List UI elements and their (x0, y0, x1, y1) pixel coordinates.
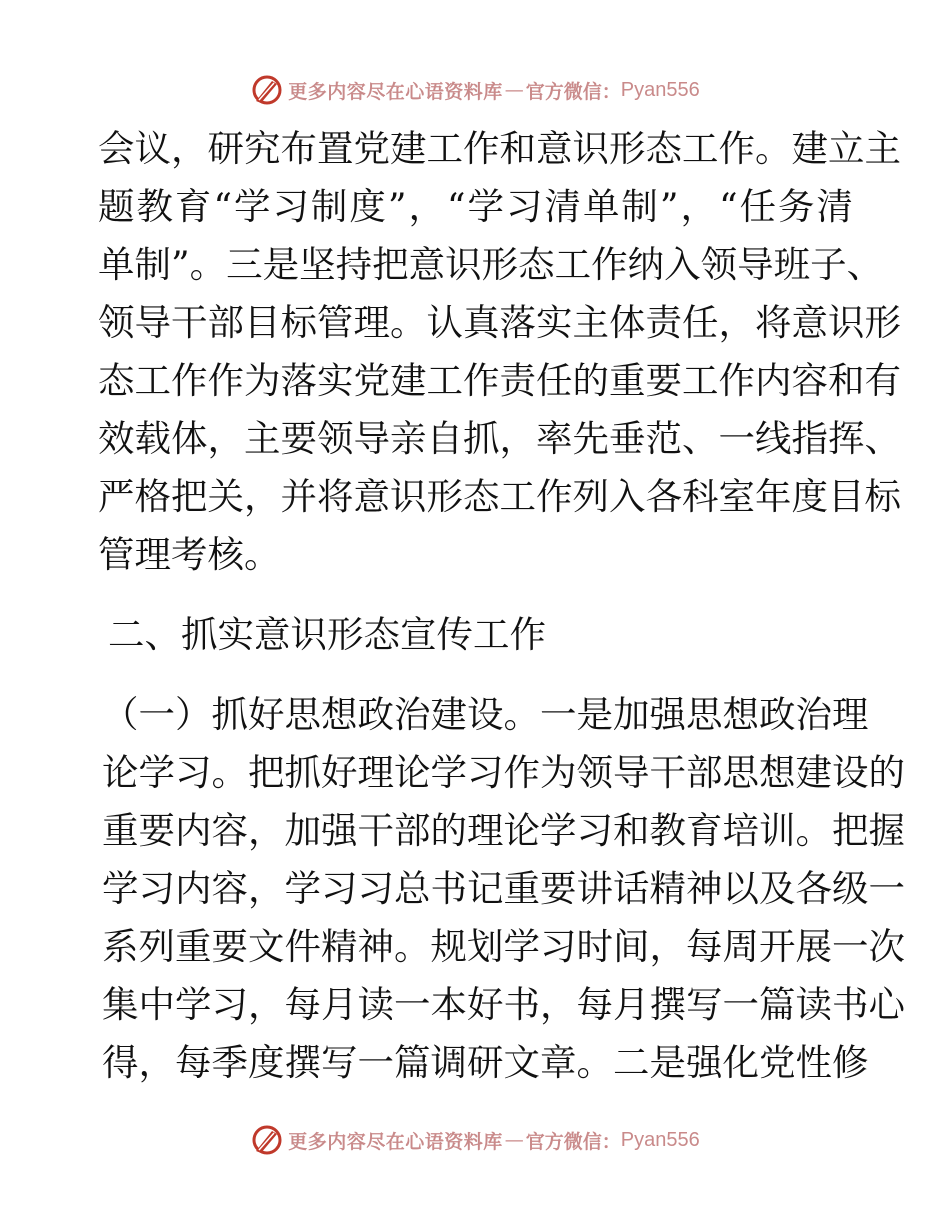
text-line: 单制”。三是坚持把意识形态工作纳入领导班子、 (98, 243, 884, 286)
watermark-dash: — (504, 1129, 524, 1151)
text-line: 集中学习，每月读一本好书，每月撰写一篇读书心 (102, 983, 905, 1026)
pen-logo-icon (250, 73, 284, 107)
text-line: 会议，研究布置党建工作和意识形态工作。建立主 (98, 127, 901, 170)
watermark-wechat-label: 官方微信： (525, 1130, 621, 1153)
watermark-wechat-id: Pyan556 (620, 1128, 700, 1151)
text-line: 态工作作为落实党建工作责任的重要工作内容和有 (98, 359, 901, 402)
text-line: （一）抓好思想政治建设。一是加强思想政治理 (102, 693, 869, 736)
watermark-text: 更多内容尽在心语资料库 (288, 1130, 503, 1153)
text-line: 效载体，主要领导亲自抓，率先垂范、一线指挥、 (98, 417, 901, 460)
watermark-text: 更多内容尽在心语资料库 (288, 80, 503, 103)
watermark-wechat-id: Pyan556 (620, 78, 700, 101)
text-line: 得，每季度撰写一篇调研文章。二是强化党性修 (102, 1041, 869, 1084)
header-watermark (0, 70, 950, 110)
section-heading: 二、抓实意识形态宣传工作 (108, 613, 546, 656)
footer-watermark (0, 1120, 950, 1160)
text-line: 论学习。把抓好理论学习作为领导干部思想建设的 (102, 751, 905, 794)
document-body (98, 120, 905, 1092)
paragraph-2 (98, 686, 905, 1092)
text-line: 学习内容，学习习总书记重要讲话精神以及各级一 (102, 867, 905, 910)
text-line: 严格把关，并将意识形态工作列入各科室年度目标 (98, 475, 901, 518)
text-line: 管理考核。 (98, 533, 281, 576)
watermark-wechat-label: 官方微信： (525, 80, 621, 103)
text-line: 重要内容，加强干部的理论学习和教育培训。把握 (102, 809, 905, 852)
text-line: 领导干部目标管理。认真落实主体责任，将意识形 (98, 301, 901, 344)
text-line: 题教育“学习制度”，“学习清单制”，“任务清 (98, 185, 853, 228)
text-line: 系列重要文件精神。规划学习时间，每周开展一次 (102, 925, 905, 968)
paragraph-1 (98, 120, 901, 584)
watermark-dash: — (504, 79, 524, 101)
pen-logo-icon (250, 1123, 284, 1157)
